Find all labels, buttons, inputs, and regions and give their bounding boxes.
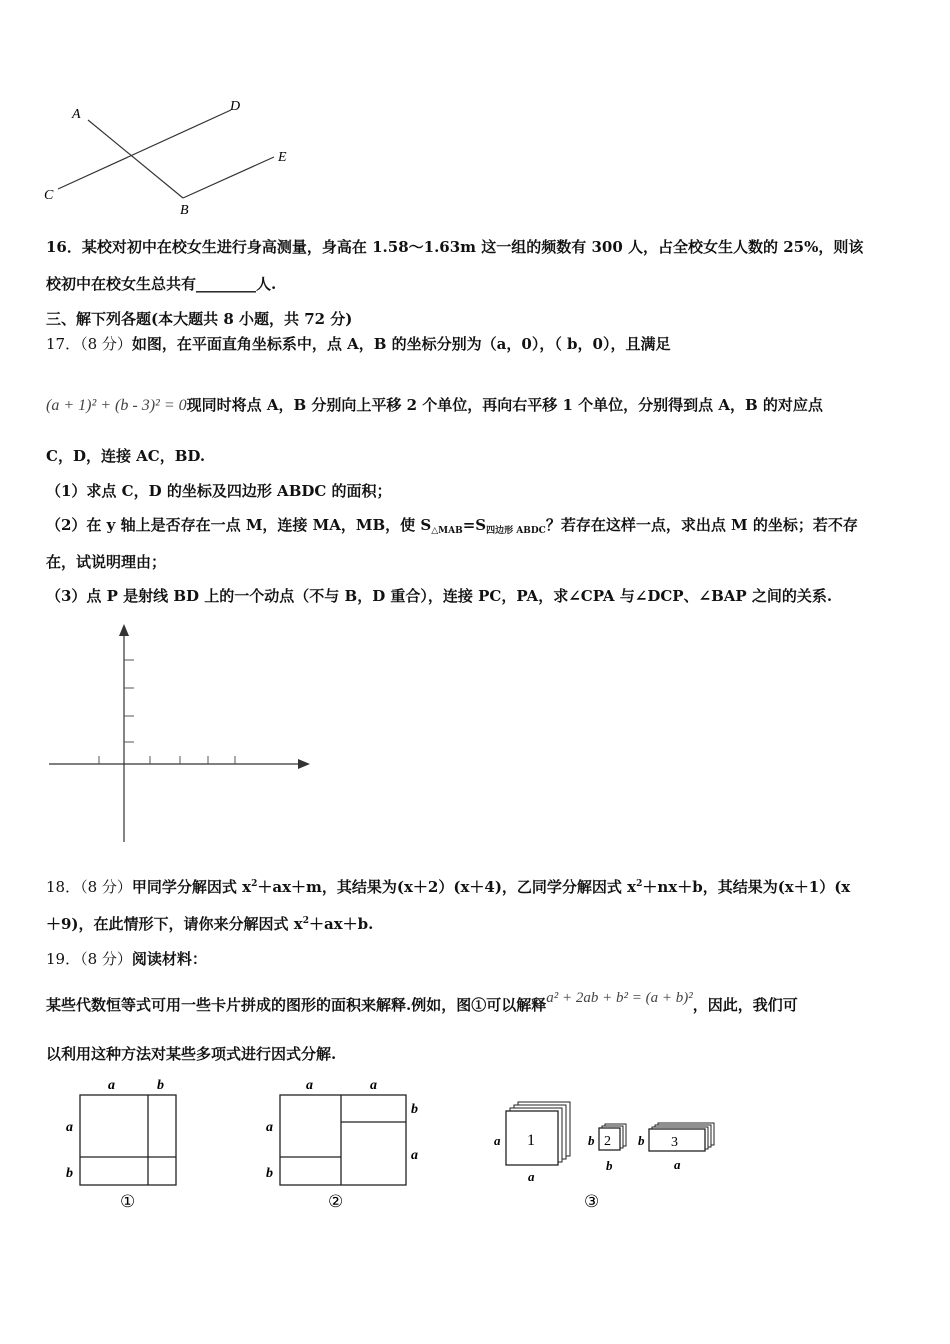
q18-text-b: ＋ax＋m，其结果为(x＋2）(x＋4)，乙同学分解因式 x: [257, 878, 637, 896]
q17-line3: C，D，连接 AC，BD.: [46, 447, 206, 465]
q16-line1: 16．某校对初中在校女生进行身高测量，身高在 1.58～1.63m 这一组的频数有 300 人，占全校女生人数的 25%，则该: [46, 238, 864, 256]
q17-part2: [46, 514, 858, 536]
q16-line2-text: 校初中在校女生总共有: [46, 275, 197, 293]
label-d: D: [230, 99, 241, 114]
label-a: A: [72, 107, 81, 122]
q19-title: 阅读材料：: [131, 950, 207, 968]
fig1-label-b-top: b: [157, 1078, 164, 1093]
fig2-label-a-left: a: [266, 1120, 273, 1135]
card-2-bottom-b: b: [606, 1158, 613, 1173]
q18-text-a: 甲同学分解因式 x: [131, 878, 252, 896]
q17-part2-text: （2）在 y 轴上是否存在一点 M，连接 MA，MB，使 S: [46, 516, 432, 534]
q17-number: 17．（8 分）: [46, 335, 132, 353]
y-axis-arrow: [119, 624, 129, 636]
label-e: E: [278, 150, 287, 165]
q19-number: 19．（8 分）: [46, 950, 132, 968]
q18-line1: [46, 876, 850, 897]
fig2-label-a-top2: a: [370, 1078, 377, 1093]
q17-part3: （3）点 P 是射线 BD 上的一个动点（不与 B，D 重合），连接 PC，PA，求∠CPA 与∠DCP、∠BAP 之间的关系.: [46, 587, 833, 605]
q19-line1-text: 某些代数恒等式可用一些卡片拼成的图形的面积来解释.例如，图①可以解释: [46, 996, 547, 1014]
q17-intro-text: 如图，在平面直角坐标系中，点 A，B 的坐标分别为（a，0），（ b，0），且满足: [131, 335, 671, 353]
q16-line2: [46, 273, 276, 294]
card-3-bottom-a: a: [674, 1157, 681, 1172]
intersecting-lines-figure: [38, 92, 308, 222]
card-1-label: 1: [527, 1132, 535, 1149]
fig1-label-a-top: a: [108, 1078, 115, 1093]
q17-line2-text: 现同时将点 A，B 分别向上平移 2 个单位，再向右平移 1 个单位，分别得到点 A，B 的对应点: [186, 396, 823, 414]
q18-number: 18．（8 分）: [46, 878, 132, 896]
q16-line2-end: 人.: [256, 275, 277, 293]
card-1-side-a: a: [494, 1133, 501, 1148]
q17-part2-sub2: 四边形 ABDC: [486, 526, 546, 536]
fig3-caption: ③: [584, 1192, 600, 1211]
q18-sup: 2: [636, 879, 643, 889]
line-cd: [58, 110, 231, 189]
line-ab: [88, 120, 183, 198]
fig2-label-b-right: b: [411, 1102, 418, 1117]
fig2-caption: ②: [328, 1192, 344, 1211]
q19-line2: 以利用这种方法对某些多项式进行因式分解.: [46, 1045, 337, 1063]
label-b: B: [180, 203, 189, 218]
figure-3: [488, 1095, 728, 1215]
q18-text-e: ＋ax＋b.: [308, 915, 374, 933]
label-c: C: [44, 188, 54, 203]
q17-equation: (a + 1)² + (b - 3)² = 0: [46, 397, 187, 414]
fig2-label-b-left: b: [266, 1166, 273, 1181]
fig1-caption: ①: [120, 1192, 136, 1211]
q19-heading: [46, 948, 207, 969]
fig1-label-b-left: b: [66, 1166, 73, 1181]
fig2-outline: [280, 1095, 406, 1185]
q16-blank: ________: [196, 275, 257, 293]
coordinate-axes: [44, 620, 324, 848]
q18-line2: [46, 913, 373, 934]
q17-line2: [46, 394, 823, 415]
card-3-label: 3: [671, 1135, 678, 1150]
fig1-label-a-left: a: [66, 1120, 73, 1135]
card-2-side-b: b: [588, 1133, 595, 1148]
q18-text-d: ＋9)，在此情形下，请你来分解因式 x: [46, 915, 303, 933]
q17-part2-line2: 在，试说明理由；: [46, 553, 167, 571]
q18-text-c: ＋nx＋b，其结果为(x＋1）(x: [642, 878, 851, 896]
fig1-outline: [80, 1095, 176, 1185]
card-1-bottom-a: a: [528, 1169, 535, 1184]
card-2-label: 2: [604, 1134, 611, 1149]
q19-formula: a² + 2ab + b² = (a + b)²: [546, 990, 693, 1006]
q17-part2-text2: ？若存在这样一点，求出点 M 的坐标；若不存: [545, 516, 858, 534]
fig2-label-a-top1: a: [306, 1078, 313, 1093]
q17-part2-sub1: △MAB: [431, 526, 463, 536]
x-axis-arrow: [298, 759, 310, 769]
q17-intro: [46, 333, 670, 354]
card-3-side-b: b: [638, 1133, 645, 1148]
q18-sup: 2: [251, 879, 258, 889]
q19-line1-end: ，因此，我们可: [692, 996, 798, 1014]
figure-2: [260, 1075, 430, 1215]
figure-1: [60, 1075, 190, 1215]
q17-part1: （1）求点 C，D 的坐标及四边形 ABDC 的面积；: [46, 482, 392, 500]
q19-line1: [46, 990, 798, 1015]
fig2-label-a-right: a: [411, 1148, 418, 1163]
line-be: [183, 157, 274, 198]
section-heading: 三、解下列各题(本大题共 8 小题，共 72 分): [46, 310, 353, 328]
q17-part2-eq: =S: [462, 516, 487, 534]
q18-sup: 2: [302, 916, 309, 926]
